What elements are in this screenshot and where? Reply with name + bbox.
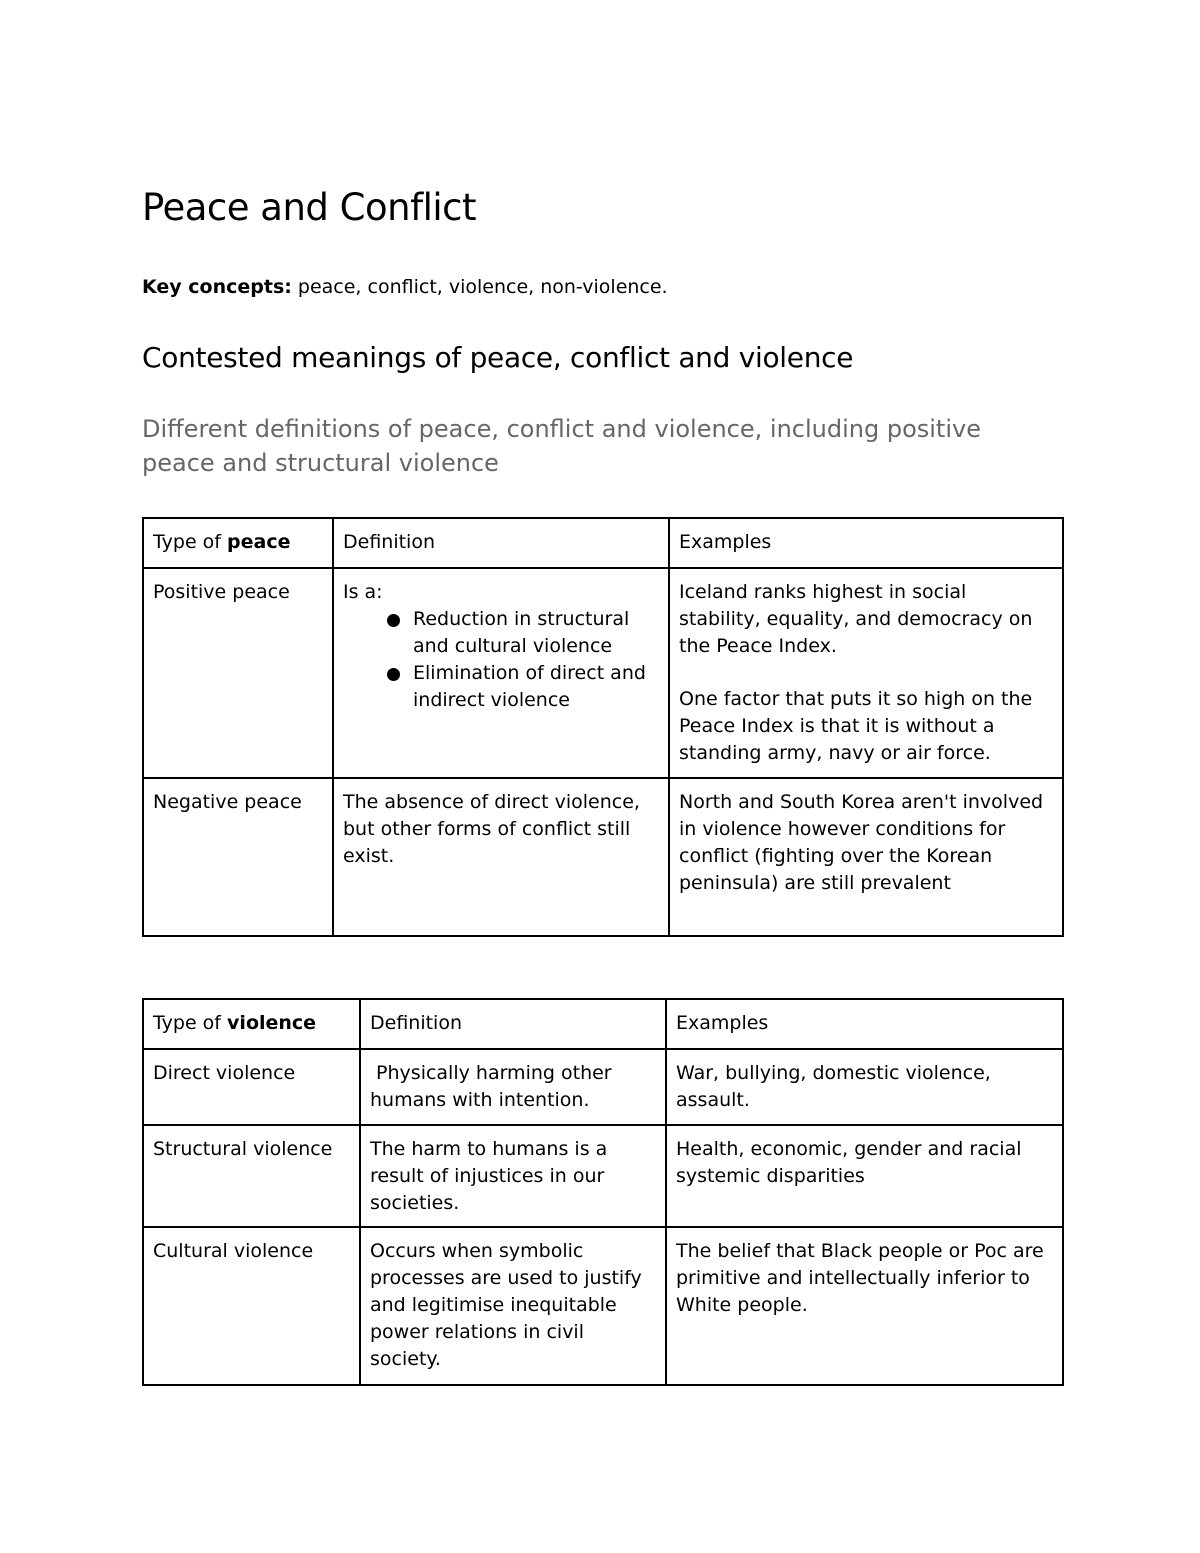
list-item: [387, 606, 659, 660]
positive-peace-examples: [669, 568, 1063, 778]
positive-peace-definition-intro: Is a:: [343, 581, 383, 603]
page-title: Peace and Conflict: [142, 186, 477, 229]
peace-header-type-prefix: Type of: [153, 531, 228, 553]
negative-peace-definition: The absence of direct violence, but other forms of conflict still exist.: [333, 778, 669, 936]
peace-table-header-row: [143, 518, 1063, 568]
violence-definition-cell: The harm to humans is a result of injustices in our societies.: [360, 1125, 666, 1227]
peace-header-examples: Examples: [669, 518, 1063, 568]
bullet-text: Elimination of direct and indirect violence: [413, 662, 646, 711]
violence-header-examples: Examples: [666, 999, 1063, 1049]
violence-header-definition: Definition: [360, 999, 666, 1049]
peace-header-type: [143, 518, 333, 568]
negative-peace-examples: North and South Korea aren't involved in violence however conditions for conflict (fighting over the Korean peninsula) are still prevalent: [669, 778, 1063, 936]
positive-peace-example-paragraph: One factor that puts it so high on the Peace Index is that it is without a standing army, navy or air force.: [679, 688, 1033, 764]
peace-table: [142, 517, 1064, 937]
violence-header-type: [143, 999, 360, 1049]
violence-examples-cell: The belief that Black people or Poc are primitive and intellectually inferior to White people.: [666, 1227, 1063, 1385]
negative-peace-type: Negative peace: [143, 778, 333, 936]
violence-type-cell: Direct violence: [143, 1049, 360, 1125]
table-row: [143, 568, 1063, 778]
bullet-icon: [387, 614, 400, 627]
violence-examples-cell: War, bullying, domestic violence, assault.: [666, 1049, 1063, 1125]
key-concepts-text: peace, conflict, violence, non-violence.: [291, 276, 668, 298]
violence-definition-cell: Physically harming other humans with intention.: [360, 1049, 666, 1125]
bullet-icon: [387, 668, 400, 681]
bullet-text: Reduction in structural and cultural violence: [413, 608, 630, 657]
table-row: [143, 778, 1063, 936]
positive-peace-definition: [333, 568, 669, 778]
violence-header-type-prefix: Type of: [153, 1012, 228, 1034]
peace-header-definition: Definition: [333, 518, 669, 568]
section-subtitle: Different definitions of peace, conflict and violence, including positive peace and structural violence: [142, 415, 981, 477]
violence-type-cell: Structural violence: [143, 1125, 360, 1227]
table-row: [143, 1227, 1063, 1385]
table-row: [143, 1049, 1063, 1125]
key-concepts-label: Key concepts:: [142, 276, 292, 298]
violence-table: [142, 998, 1064, 1386]
positive-peace-bullet-list: [343, 606, 659, 714]
violence-type-cell: Cultural violence: [143, 1227, 360, 1385]
violence-header-type-bold: violence: [227, 1012, 317, 1034]
positive-peace-type: Positive peace: [143, 568, 333, 778]
violence-examples-cell: Health, economic, gender and racial systemic disparities: [666, 1125, 1063, 1227]
key-concepts: [142, 276, 668, 298]
positive-peace-example-paragraph: Iceland ranks highest in social stability, equality, and democracy on the Peace Index.: [679, 581, 1033, 657]
violence-definition-cell: Occurs when symbolic processes are used to justify and legitimise inequitable power relations in civil society.: [360, 1227, 666, 1385]
violence-table-header-row: [143, 999, 1063, 1049]
list-item: [387, 660, 659, 714]
peace-header-type-bold: peace: [227, 531, 291, 553]
table-row: [143, 1125, 1063, 1227]
section-heading: Contested meanings of peace, conflict and violence: [142, 341, 854, 374]
